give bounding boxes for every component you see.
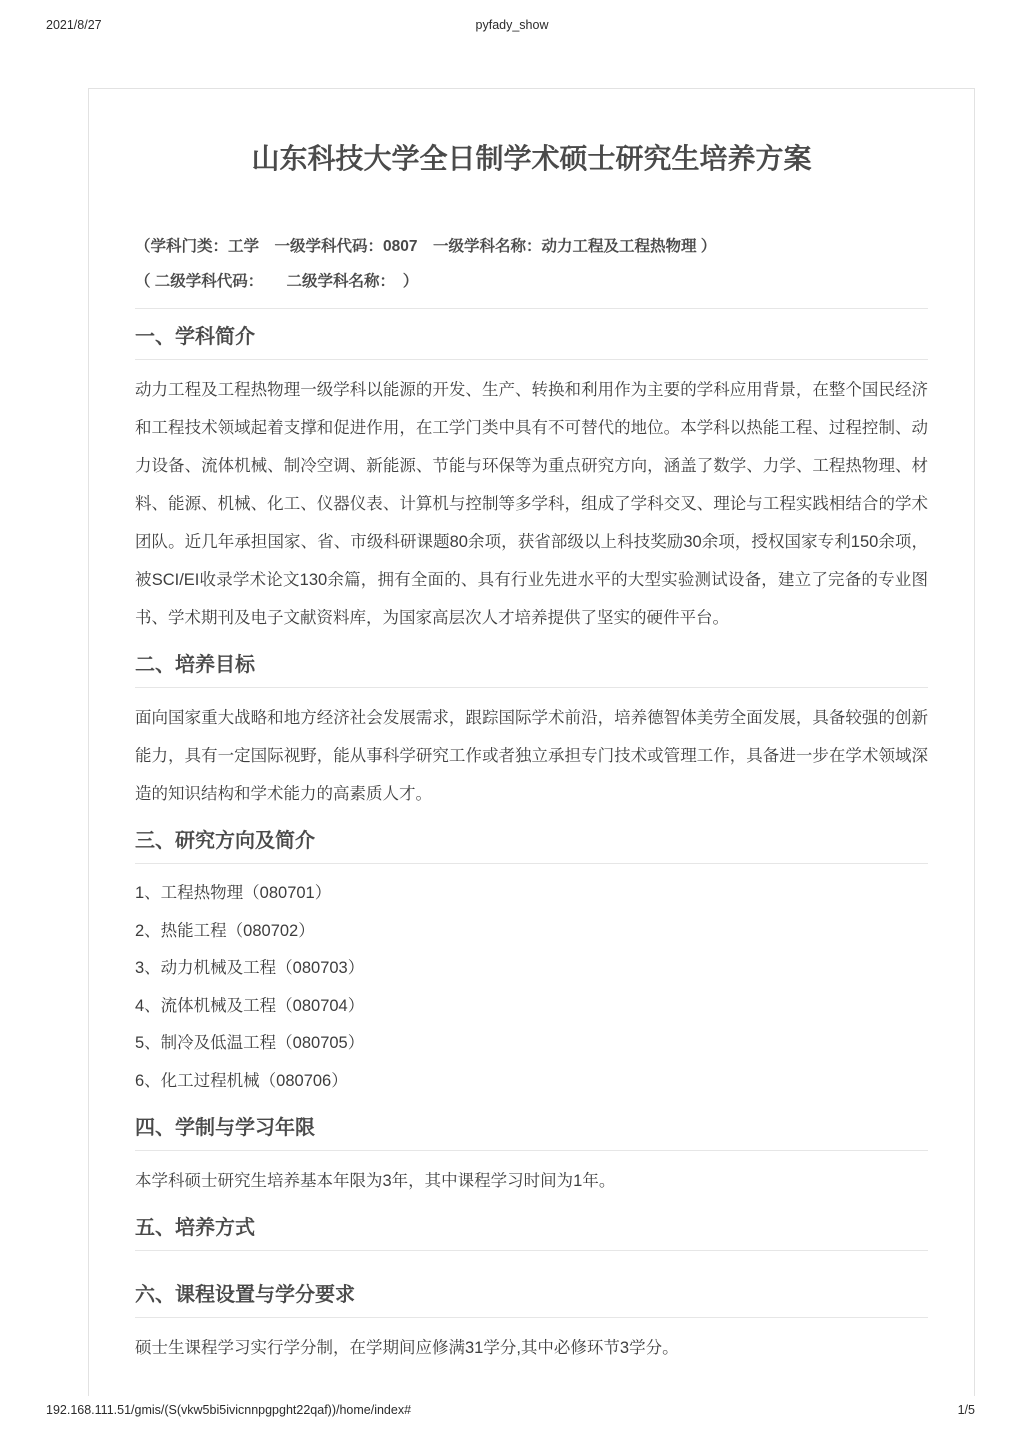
print-page-title: pyfady_show bbox=[475, 18, 549, 32]
section-training-mode bbox=[135, 1213, 928, 1267]
divider bbox=[135, 1150, 928, 1151]
document-card bbox=[88, 88, 975, 1396]
section-study-duration bbox=[135, 1113, 928, 1200]
section-heading: 三、研究方向及简介 bbox=[135, 830, 315, 852]
section-heading: 一、学科简介 bbox=[135, 326, 255, 348]
divider bbox=[135, 308, 928, 309]
section-paragraph: 本学科硕士研究生培养基本年限为3年，其中课程学习时间为1年。 bbox=[135, 1172, 616, 1190]
section-training-goal bbox=[135, 650, 928, 813]
section-paragraph: 动力工程及工程热物理一级学科以能源的开发、生产、转换和利用作为主要的学科应用背景，在整个国民经济和工程技术领域起着支撑和促进作用，在工学门类中具有不可替代的地位。本学科以热能工程、过程控制、动力设备、流体机械、制冷空调、新能源、节能与环保等为重点研究方向，涵盖了数学、力学、工程热物理、材料、能源、机械、化工、仪器仪表、计算机与控制等多学科，组成了学科交叉、理论与工程实践相结合的学术团队。近几年承担国家、省、市级科研课题80余项，获省部级以上科技奖励30余项，授权国家专利150余项，被SCI/EI收录学术论文130余篇，拥有全面的、具有行业先进水平的大型实验测试设备，建立了完备的专业图书、学术期刊及电子文献资料库，为国家高层次人才培养提供了坚实的硬件平台。 bbox=[135, 381, 928, 627]
empty-section-gap bbox=[135, 1251, 928, 1267]
section-course-credits bbox=[135, 1280, 928, 1367]
list-item: 1、工程热物理（080701） bbox=[135, 884, 332, 902]
section-heading: 二、培养目标 bbox=[135, 654, 255, 676]
list-item: 3、动力机械及工程（080703） bbox=[135, 959, 365, 977]
document-title: 山东科技大学全日制学术硕士研究生培养方案 bbox=[251, 143, 812, 174]
section-heading: 六、课程设置与学分要求 bbox=[135, 1284, 355, 1306]
meta-line-discipline: （学科门类：工学 一级学科代码：0807 一级学科名称：动力工程及工程热物理 ） bbox=[135, 238, 717, 255]
divider bbox=[135, 687, 928, 688]
section-heading: 四、学制与学习年限 bbox=[135, 1117, 315, 1139]
footer-page-number: 1/5 bbox=[957, 1403, 975, 1417]
list-item: 5、制冷及低温工程（080705） bbox=[135, 1034, 365, 1052]
list-item: 4、流体机械及工程（080704） bbox=[135, 996, 365, 1015]
meta-line-secondary: （ 二级学科代码： 二级学科名称： ） bbox=[135, 273, 419, 290]
document-meta bbox=[135, 229, 928, 299]
list-item: 2、热能工程（080702） bbox=[135, 921, 315, 940]
section-paragraph: 硕士生课程学习实行学分制，在学期间应修满31学分,其中必修环节3学分。 bbox=[135, 1339, 679, 1357]
section-paragraph: 面向国家重大战略和地方经济社会发展需求，跟踪国际学术前沿，培养德智体美劳全面发展，具备较强的创新能力，具有一定国际视野，能从事科学研究工作或者独立承担专门技术或管理工作，具备进一步在学术领域深造的知识结构和学术能力的高素质人才。 bbox=[135, 709, 928, 803]
section-discipline-intro bbox=[135, 322, 928, 637]
print-header bbox=[0, 18, 1024, 36]
section-heading: 五、培养方式 bbox=[135, 1217, 255, 1239]
list-item: 6、化工过程机械（080706） bbox=[135, 1071, 348, 1090]
divider bbox=[135, 863, 928, 864]
print-date: 2021/8/27 bbox=[46, 18, 102, 32]
print-footer bbox=[0, 1403, 1024, 1421]
research-direction-list bbox=[135, 875, 928, 1100]
divider bbox=[135, 1317, 928, 1318]
footer-url: 192.168.111.51/gmis/(S(vkw5bi5ivicnnpgpght22qaf))/home/index# bbox=[46, 1403, 412, 1417]
section-research-directions bbox=[135, 826, 928, 1100]
divider bbox=[135, 359, 928, 360]
